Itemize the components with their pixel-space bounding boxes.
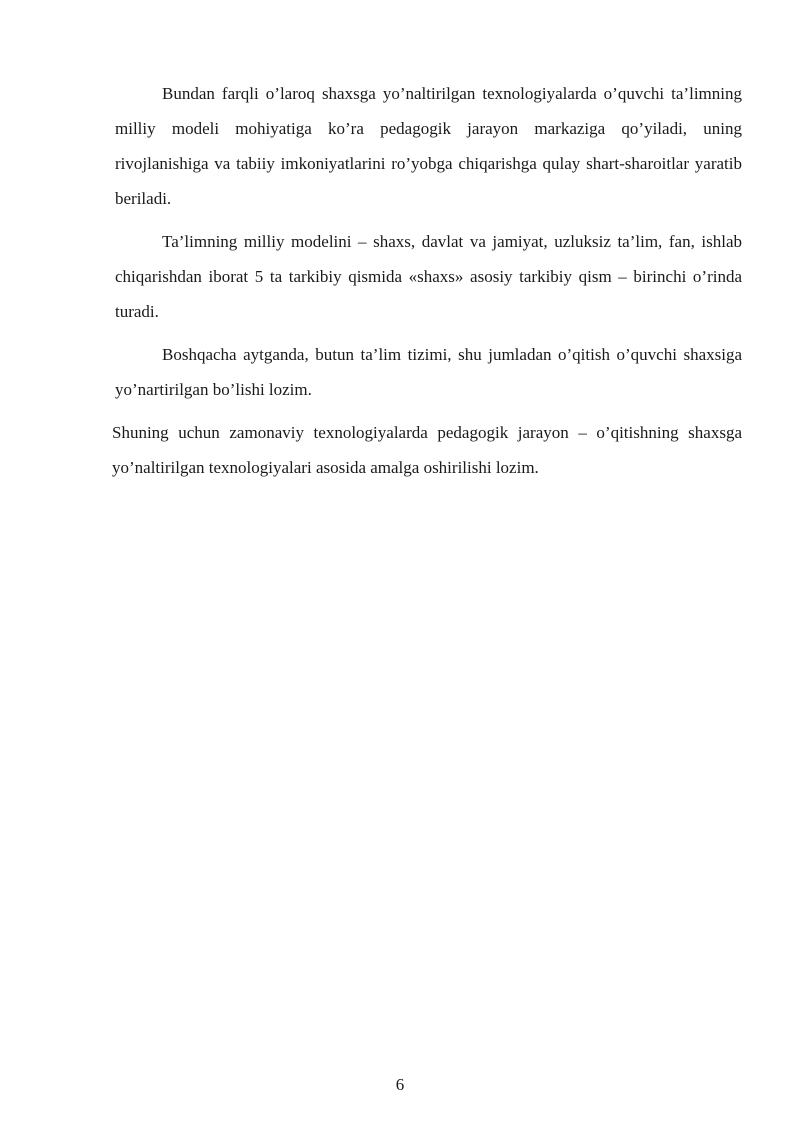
paragraph-3: Boshqacha aytganda, butun ta’lim tizimi, shu jumladan o’qitish o’quvchi shaxsiga yo’nartirilgan bo’lishi lozim. [115,345,742,399]
page-number: 6 [395,1075,405,1094]
paragraph-1: Bundan farqli o’laroq shaxsga yo’naltirilgan texnologiyalarda o’quvchi ta’limning milliy modeli mohiyatiga ko’ra pedagogik jarayon markaziga qo’yiladi, uning rivojlanishiga va tabiiy imkoniyatlarini ro’yobga chiqarishga qulay shart-sharoitlar yaratib beriladi. [115,84,742,208]
document-body [112,76,742,493]
paragraph-4: Shuning uchun zamonaviy texnologiyalarda pedagogik jarayon – o’qitishning shaxsga yo’naltirilgan texnologiyalari asosida amalga oshirilishi lozim. [112,423,742,477]
paragraph-2: Ta’limning milliy modelini – shaxs, davlat va jamiyat, uzluksiz ta’lim, fan, ishlab chiqarishdan iborat 5 ta tarkibiy qismida «shaxs» asosiy tarkibiy qism – birinchi o’rinda turadi. [115,232,742,321]
